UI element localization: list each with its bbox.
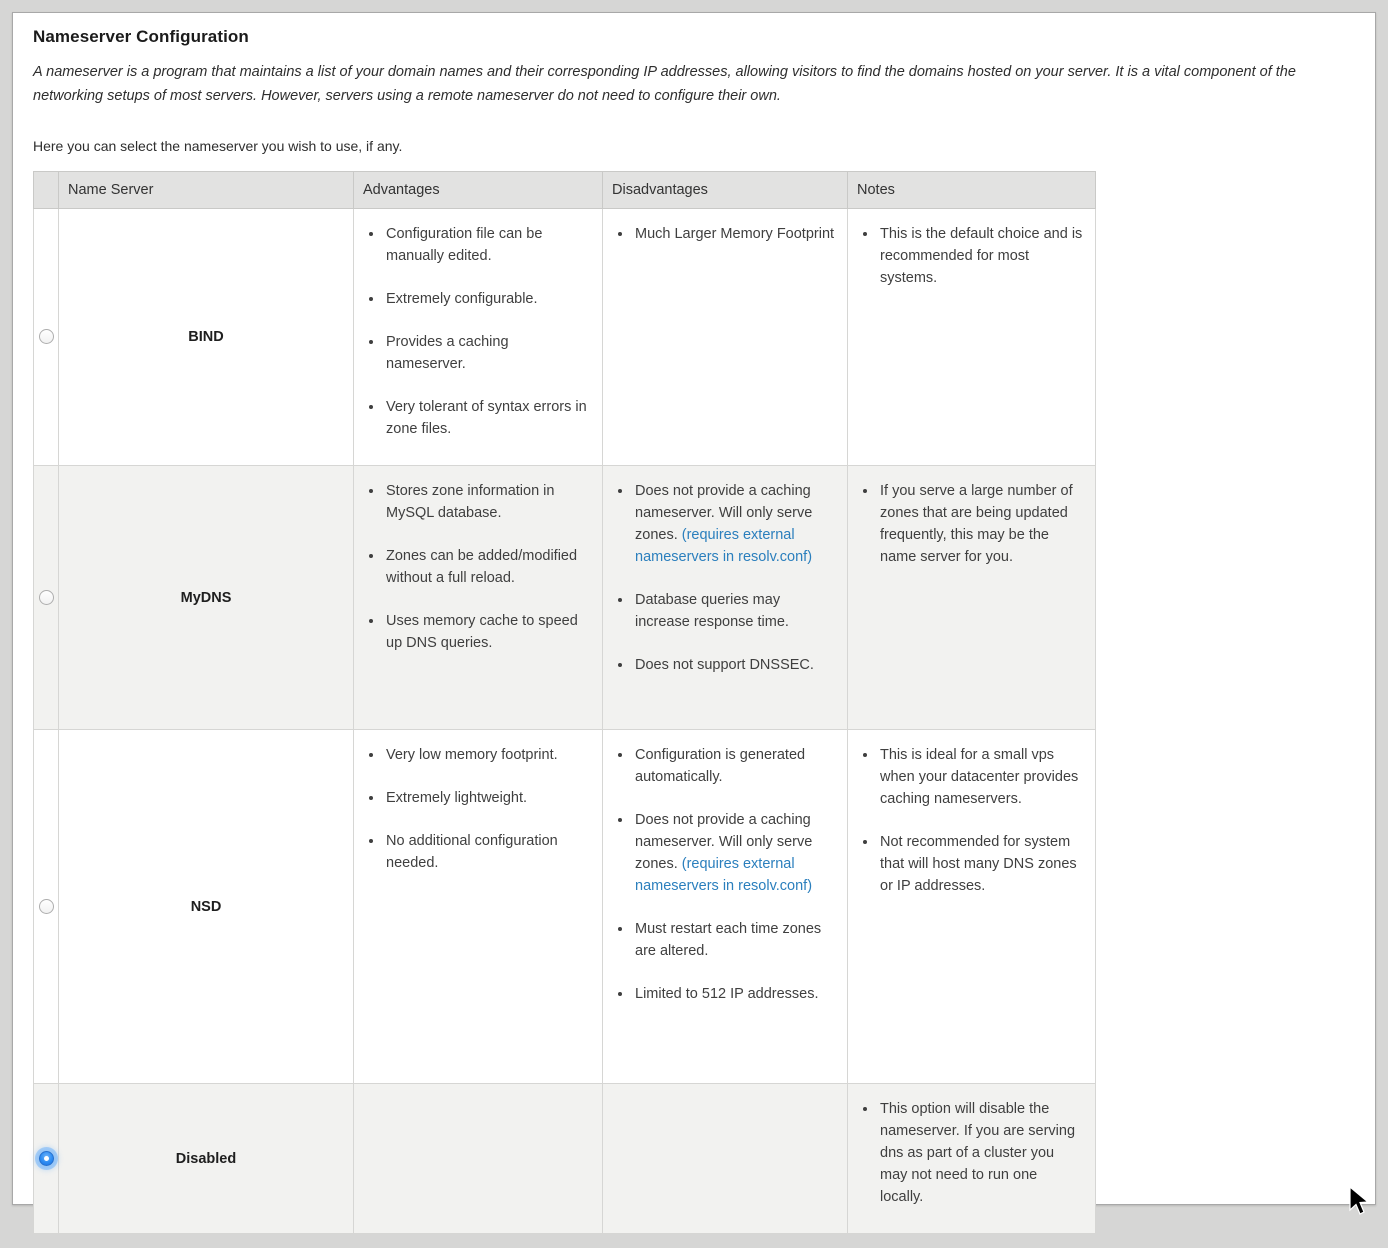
disadvantages-item-text: Does not support DNSSEC.	[635, 657, 814, 673]
table-row-bind	[34, 209, 1096, 466]
notes-list	[856, 744, 1083, 897]
notes-cell	[848, 209, 1096, 466]
disadvantages-item	[633, 589, 835, 633]
notes-item	[878, 831, 1083, 897]
notes-list	[856, 480, 1083, 568]
nameserver-table	[33, 171, 1096, 1234]
notes-cell	[848, 466, 1096, 730]
notes-item	[878, 223, 1083, 289]
notes-item	[878, 480, 1083, 568]
radio-button-disabled-selected[interactable]	[39, 1151, 54, 1166]
disadvantages-item	[633, 918, 835, 962]
table-header	[34, 172, 1096, 209]
advantages-item-text: Extremely lightweight.	[386, 790, 528, 806]
advantages-item	[384, 223, 590, 267]
advantages-cell	[354, 730, 603, 1084]
advantages-item-text: Configuration file can be manually edited.	[386, 226, 543, 264]
disadvantages-list	[611, 744, 835, 1005]
radio-button-nsd[interactable]	[39, 899, 54, 914]
disadvantages-cell	[603, 466, 848, 730]
disadvantages-item	[633, 809, 835, 897]
notes-item-text: This is the default choice and is recommended for most systems.	[880, 226, 1083, 286]
advantages-item	[384, 396, 590, 440]
notes-list	[856, 1098, 1083, 1208]
advantages-item	[384, 610, 590, 654]
column-header-notes: Notes	[848, 172, 1096, 209]
disadvantages-list	[611, 480, 835, 676]
advantages-item-text: Very tolerant of syntax errors in zone files.	[386, 399, 587, 437]
advantages-item	[384, 787, 590, 809]
column-header-advantages: Advantages	[354, 172, 603, 209]
advantages-item	[384, 288, 590, 310]
advantages-item	[384, 545, 590, 589]
page-description: A nameserver is a program that maintains a list of your domain names and their corresponding IP addresses, allowing visitors to find the domains hosted on your server. It is a vital component of the networking setups of most servers. However, servers using a remote nameserver do not need to configure their own.	[33, 64, 1296, 104]
notes-item	[878, 1098, 1083, 1208]
radio-cell-nsd[interactable]	[34, 730, 59, 1084]
advantages-item	[384, 480, 590, 524]
notes-cell	[848, 730, 1096, 1084]
advantages-cell	[354, 1084, 603, 1234]
disadvantages-list	[611, 223, 835, 245]
advantages-item-text: Uses memory cache to speed up DNS queries.	[386, 613, 578, 651]
advantages-item-text: No additional configuration needed.	[386, 833, 558, 871]
nameserver-name: MyDNS	[59, 466, 354, 730]
advantages-item	[384, 331, 590, 375]
advantages-item	[384, 830, 590, 874]
nameserver-name: Disabled	[59, 1084, 354, 1234]
table-header-row	[34, 172, 1096, 209]
advantages-item	[384, 744, 590, 766]
radio-cell-bind[interactable]	[34, 209, 59, 466]
disadvantages-cell	[603, 730, 848, 1084]
advantages-cell	[354, 209, 603, 466]
advantages-item-text: Very low memory footprint.	[386, 747, 558, 763]
nameserver-name: BIND	[59, 209, 354, 466]
disadvantages-item-text: Configuration is generated automatically.	[635, 747, 806, 785]
advantages-item-text: Stores zone information in MySQL database.	[386, 483, 555, 521]
notes-item-text: This is ideal for a small vps when your datacenter provides caching nameservers.	[880, 747, 1079, 807]
disadvantages-item-text: Much Larger Memory Footprint	[635, 226, 835, 242]
disadvantages-cell	[603, 1084, 848, 1234]
disadvantages-item-text: Does not provide a caching nameserver. Will only serve zones.	[635, 483, 813, 543]
advantages-list	[362, 223, 590, 440]
advantages-item-text: Extremely configurable.	[386, 291, 538, 307]
table-row-nsd	[34, 730, 1096, 1084]
disadvantages-item	[633, 744, 835, 788]
resolv-conf-link[interactable]: (requires external nameservers in resolv.conf)	[635, 856, 813, 894]
radio-cell-disabled[interactable]	[34, 1084, 59, 1234]
nameserver-configuration-panel	[12, 12, 1376, 1205]
table-row-mydns	[34, 466, 1096, 730]
table-row-disabled	[34, 1084, 1096, 1234]
radio-button-mydns[interactable]	[39, 590, 54, 605]
page-title: Nameserver Configuration	[33, 27, 249, 46]
radio-cell-mydns[interactable]	[34, 466, 59, 730]
column-header-disadvantages: Disadvantages	[603, 172, 848, 209]
column-header-name-server: Name Server	[59, 172, 354, 209]
notes-item-text: Not recommended for system that will host many DNS zones or IP addresses.	[880, 834, 1077, 894]
disadvantages-item-text: Database queries may increase response time.	[635, 592, 789, 630]
radio-button-bind[interactable]	[39, 329, 54, 344]
notes-cell	[848, 1084, 1096, 1234]
disadvantages-item	[633, 480, 835, 568]
disadvantages-item-text: Does not provide a caching nameserver. Will only serve zones.	[635, 812, 813, 872]
notes-item-text: This option will disable the nameserver. If you are serving dns as part of a cluster you may not need to run one locally.	[880, 1101, 1076, 1205]
disadvantages-item-text: Limited to 512 IP addresses.	[635, 986, 819, 1002]
advantages-list	[362, 480, 590, 654]
resolv-conf-link[interactable]: (requires external nameservers in resolv.conf)	[635, 527, 813, 565]
page-instruction: Here you can select the nameserver you wish to use, if any.	[33, 138, 403, 154]
nameserver-name: NSD	[59, 730, 354, 1084]
advantages-cell	[354, 466, 603, 730]
disadvantages-item	[633, 223, 835, 245]
disadvantages-item	[633, 654, 835, 676]
disadvantages-item	[633, 983, 835, 1005]
notes-item-text: If you serve a large number of zones that are being updated frequently, this may be the name server for you.	[880, 483, 1073, 565]
panel-content	[13, 13, 1375, 1248]
disadvantages-item-text: Must restart each time zones are altered.	[635, 921, 822, 959]
disadvantages-cell	[603, 209, 848, 466]
advantages-list	[362, 744, 590, 874]
notes-item	[878, 744, 1083, 810]
column-header-radio	[34, 172, 59, 209]
advantages-item-text: Provides a caching nameserver.	[386, 334, 509, 372]
advantages-item-text: Zones can be added/modified without a full reload.	[386, 548, 578, 586]
notes-list	[856, 223, 1083, 289]
